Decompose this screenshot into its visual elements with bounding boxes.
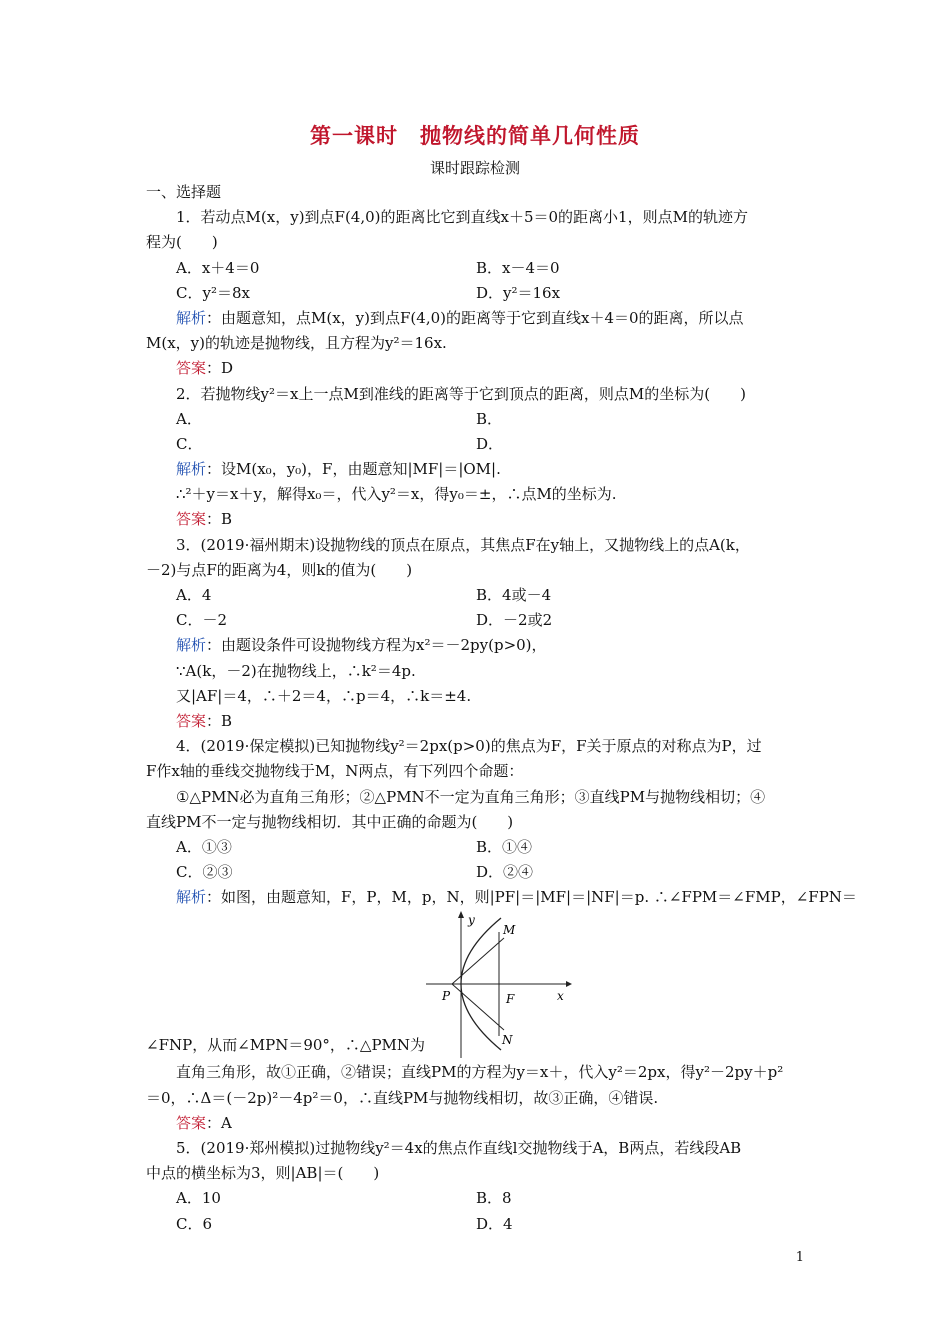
label-n: N	[502, 1033, 513, 1048]
x-axis-arrow	[566, 981, 572, 987]
section-heading: 一、选择题	[146, 183, 222, 201]
q4-option-b: B．①④	[476, 837, 533, 856]
q5-option-b: B．8	[476, 1189, 512, 1208]
label-f: F	[506, 992, 515, 1007]
q4-solution-line2: ∠FNP，从而∠MPN＝90°，∴△PMN为	[146, 1036, 426, 1055]
q4-options-row2	[146, 860, 810, 885]
q3-answer	[146, 709, 810, 734]
question-list	[146, 180, 857, 1237]
q4-options-row1	[146, 835, 810, 860]
q4-answer	[146, 1111, 810, 1136]
q1-options-row1	[146, 256, 810, 281]
label-y: y	[468, 913, 475, 928]
q5-option-a: A．10	[176, 1189, 221, 1208]
q4-stem-line4: 直线PM不一定与抛物线相切．其中正确的命题为( )	[146, 812, 514, 831]
solution-label: 解析	[176, 888, 207, 907]
q3-option-b: B．4或－4	[476, 586, 552, 604]
q3-options-row2	[146, 608, 810, 633]
answer-label: 答案	[176, 510, 207, 529]
tangent-line-pn	[452, 984, 504, 1030]
q5-stem-line1: 5．(2019·郑州模拟)过抛物线y²＝4x的焦点作直线l交抛物线于A，B两点，若线段AB	[176, 1139, 742, 1157]
q1-answer	[146, 356, 810, 381]
q3-stem-line2: －2)与点F的距离为4，则k的值为( )	[146, 560, 413, 579]
q4-figure-row	[146, 910, 810, 1060]
q4-solution-line4: ＝0，∴Δ＝(－2p)²－4p²＝0，∴直线PM与抛物线相切，故③正确，④错误.	[146, 1088, 659, 1107]
q3-solution-text1: ：由题设条件可设抛物线方程为x²＝－2py(p>0)，	[206, 636, 547, 655]
q4-option-a: A．①③	[176, 837, 232, 856]
q5-stem-line2: 中点的横坐标为3，则|AB|＝( )	[146, 1164, 380, 1183]
q4-solution-line3: 直角三角形，故①正确，②错误；直线PM的方程为y＝x＋，代入y²＝2px，得y²－2py＋p²	[176, 1063, 784, 1082]
q2-option-a: A．	[176, 409, 202, 428]
q3-option-d: D．－2或2	[476, 611, 553, 630]
q3-solution-line3: 又|AF|＝4，∴＋2＝4，∴p＝4，∴k＝±4.	[176, 686, 472, 705]
q3-solution-line1	[146, 633, 810, 658]
q2-options-row2	[146, 432, 810, 457]
label-x: x	[557, 989, 564, 1004]
q2-solution-line2: ∴²＋y＝x＋y，解得x₀＝，代入y²＝x，得y₀＝±，∴点M的坐标为.	[176, 485, 617, 504]
answer-label: 答案	[176, 711, 207, 730]
q5-options-row1	[146, 1186, 810, 1211]
q2-options-row1	[146, 407, 810, 432]
solution-label: 解析	[176, 308, 207, 327]
q1-solution-line2: M(x，y)的轨迹是抛物线，且方程为y²＝16x.	[146, 334, 447, 353]
q1-solution-line1	[146, 306, 810, 331]
q3-solution-line2: ∵A(k，－2)在抛物线上，∴k²＝4p.	[176, 661, 416, 680]
q4-solution-line1	[146, 885, 857, 910]
solution-label: 解析	[176, 460, 207, 479]
q3-options-row1	[146, 583, 810, 608]
q4-option-c: C．②③	[176, 863, 233, 882]
q2-option-d: D．	[476, 434, 504, 453]
q4-stem-line1: 4．(2019·保定模拟)已知抛物线y²＝2px(p>0)的焦点为F，F关于原点的对称点为P，过	[176, 737, 762, 756]
q4-option-d: D．②④	[476, 863, 534, 882]
q1-stem-line2: 程为( )	[146, 233, 218, 252]
label-m: M	[503, 923, 516, 938]
page-subtitle: 课时跟踪检测	[429, 159, 520, 177]
q5-option-c: C．6	[176, 1214, 213, 1233]
q4-solution-text1: ：如图，由题意知，F，P，M，p，N，则|PF|＝|MF|＝|NF|＝p. ∴∠FPM＝∠FMP，∠FPN＝	[206, 888, 857, 907]
q1-option-d: D．y²＝16x	[476, 283, 561, 302]
label-p: P	[442, 989, 451, 1004]
parabola-figure	[424, 910, 574, 1060]
q5-options-row2	[146, 1212, 810, 1237]
page-title: 第一课时 抛物线的简单几何性质	[310, 123, 640, 148]
q2-solution-line1	[146, 457, 810, 482]
q2-stem-line1: 2．若抛物线y²＝x上一点M到准线的距离等于它到顶点的距离，则点M的坐标为( )	[176, 384, 746, 403]
q1-stem-line1: 1．若动点M(x，y)到点F(4,0)的距离比它到直线x＋5＝0的距离小1，则点M的轨迹方	[176, 208, 748, 227]
q3-answer-value: ：B	[206, 711, 233, 730]
q2-answer	[146, 507, 810, 532]
q1-option-b: B．x－4＝0	[476, 258, 560, 277]
solution-label: 解析	[176, 636, 207, 655]
y-axis-arrow	[458, 911, 464, 918]
q2-solution-text1: ：设M(x₀，y₀)，F，由题意知|MF|＝|OM|.	[206, 460, 501, 479]
q3-stem-line1: 3．(2019·福州期末)设抛物线的顶点在原点，其焦点F在y轴上，又抛物线上的点A(k，	[176, 535, 750, 554]
q1-option-a: A．x＋4＝0	[176, 258, 260, 277]
q2-option-c: C．	[176, 434, 203, 453]
q1-answer-value: ：D	[206, 359, 234, 378]
q1-options-row2	[146, 281, 810, 306]
q1-solution-text1: ：由题意知，点M(x，y)到点F(4,0)的距离等于它到直线x＋4＝0的距离，所以点	[206, 308, 744, 327]
answer-label: 答案	[176, 1113, 207, 1132]
q4-stem-line3: ①△PMN必为直角三角形；②△PMN不一定为直角三角形；③直线PM与抛物线相切；④	[176, 787, 766, 806]
page-number: 1	[795, 1250, 804, 1265]
q2-option-b: B．	[476, 409, 503, 428]
tangent-line-pm	[452, 938, 504, 984]
q1-option-c: C．y²＝8x	[176, 283, 250, 302]
q3-option-a: A．4	[176, 586, 212, 604]
q4-answer-value: ：A	[206, 1113, 232, 1132]
q2-answer-value: ：B	[206, 510, 233, 529]
q3-option-c: C．－2	[176, 611, 228, 630]
answer-label: 答案	[176, 359, 207, 378]
q4-stem-line2: F作x轴的垂线交抛物线于M，N两点，有下列四个命题：	[146, 762, 524, 781]
q5-option-d: D．4	[476, 1214, 513, 1233]
